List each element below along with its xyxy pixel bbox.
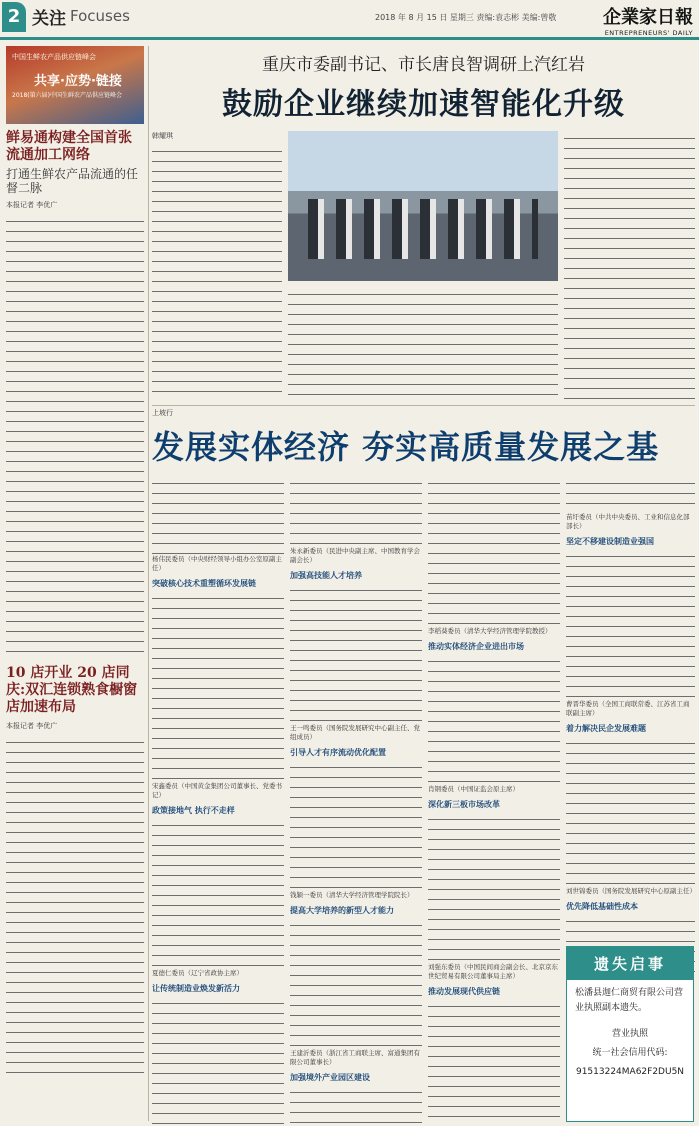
paper-name-en: ENTREPRENEURS' DAILY — [604, 29, 693, 37]
member-name: 曹晋华委员（全国工商联常委、江苏省工商联副主席） — [566, 700, 690, 717]
left-column — [6, 46, 144, 1124]
section-heading: 推动发展现代供应链 — [428, 987, 500, 996]
member-name: 夏德仁委员（辽宁省政协主席） — [152, 969, 243, 977]
page-header — [0, 0, 699, 40]
feature-col-3 — [428, 476, 560, 1126]
section-heading: 加强高技能人才培养 — [290, 571, 362, 580]
license-code-label: 统一社会信用代码: — [592, 1048, 668, 1058]
member-name: 刘强东委员（中国民间商会副会长、北京京东世纪贸易有限公司董事局主席） — [428, 963, 558, 980]
member-name: 肖钢委员（中国证监会原主席） — [428, 785, 519, 793]
byline: 本报记者 李优广 — [6, 201, 58, 209]
article-body — [152, 144, 282, 400]
section-title-cn: 关注 — [32, 9, 66, 29]
article-body — [152, 996, 284, 1126]
article-subtitle-xianyi: 打通生鲜农产品流通的任督二脉 — [6, 167, 139, 195]
lead-article — [152, 131, 695, 399]
lead-kicker: 重庆市委副书记、市长唐良智调研上汽红岩 — [262, 55, 585, 75]
article-body — [6, 735, 144, 1081]
photo-caption-sub: 2018(第六届)中国生鲜农产品供应链峰会 — [12, 92, 122, 99]
lead-text-col — [152, 131, 282, 399]
reporter-tag: 韩耀琪 — [152, 132, 173, 140]
member-name: 王建沂委员（浙江省工商联主席、富通集团有限公司董事长） — [290, 1049, 420, 1066]
article-body — [290, 476, 422, 546]
notice-title: 遗失启事 — [567, 947, 693, 980]
section-heading: 坚定不移建设制造业强国 — [566, 537, 654, 546]
article-body — [566, 549, 695, 699]
member-name: 朱永新委员（民进中央副主席、中国教育学会副会长） — [290, 547, 420, 564]
page-number: 2 — [2, 2, 26, 32]
article-title-shuanghui: 10 店开业 20 店同庆:双汇连锁熟食橱窗店加速布局 — [6, 665, 138, 715]
member-name: 李稻葵委员（清华大学经济管理学院教授） — [428, 627, 552, 635]
license-code: 91513224MA62F2DU5N — [575, 1067, 685, 1077]
masthead — [603, 3, 693, 37]
photo-caption-main: 共享·应势·链接 — [34, 74, 122, 89]
article-body — [288, 287, 558, 399]
feature-col-2 — [290, 476, 422, 1126]
column-divider — [148, 46, 149, 1121]
member-name: 苗圩委员（中共中央委员、工业和信息化部部长） — [566, 513, 690, 530]
section-heading: 优先降低基础性成本 — [566, 902, 638, 911]
section-heading: 让传统制造业焕发新活力 — [152, 984, 240, 993]
visit-photo — [288, 131, 558, 281]
section-heading: 引导人才有序流动优化配置 — [290, 748, 386, 757]
member-name: 王一鸣委员（国务院发展研究中心副主任、党组成员） — [290, 724, 420, 741]
article-body — [6, 214, 144, 659]
summit-photo — [6, 46, 144, 124]
article-body — [290, 1085, 422, 1126]
notice-text: 松潘县迦仁商贸有限公司营业执照副本遗失。 — [575, 988, 684, 1013]
article-body — [290, 918, 422, 1048]
article-body — [152, 476, 284, 554]
feature-col-1 — [152, 476, 284, 1126]
article-title-xianyi: 鲜易通构建全国首张流通加工网络 — [6, 130, 132, 163]
article-body — [290, 760, 422, 890]
article-body — [428, 812, 560, 962]
article-body — [152, 591, 284, 781]
section-title-en: Focuses — [70, 7, 130, 25]
member-name: 宋鑫委员（中国黄金集团公司董事长、党委书记） — [152, 782, 282, 799]
section-heading: 推动实体经济企业进出市场 — [428, 642, 524, 651]
byline: 本报记者 李优广 — [6, 722, 58, 730]
member-name: 钱颖一委员（清华大学经济管理学院院长） — [290, 891, 414, 899]
article-body — [428, 476, 560, 626]
lost-notice-ad — [566, 946, 694, 1122]
band-tag: 上坡行 — [152, 409, 173, 417]
member-name: 刘世锦委员（国务院发展研究中心原副主任） — [566, 887, 696, 895]
section-rule — [152, 405, 695, 406]
section-heading: 突破核心技术重塑循环发展链 — [152, 579, 256, 588]
date-editor-line: 2018 年 8 月 15 日 星期三 责编:袁志彬 美编:曾敬 — [375, 13, 557, 22]
lead-headline: 鼓励企业继续加速智能化升级 — [222, 87, 625, 122]
photo-caption-top: 中国生鲜农产品供应链峰会 — [12, 53, 96, 61]
section-heading: 加强境外产业园区建设 — [290, 1073, 370, 1082]
article-body — [428, 654, 560, 784]
member-name: 杨伟民委员（中央财经领导小组办公室原副主任） — [152, 555, 282, 572]
feature-headline: 发展实体经济 夯实高质量发展之基 — [152, 428, 660, 466]
section-heading: 着力解决民企发展难题 — [566, 724, 646, 733]
article-body — [428, 999, 560, 1126]
article-body — [290, 583, 422, 723]
feature-col-4 — [566, 476, 695, 974]
license-label: 营业执照 — [611, 1029, 648, 1039]
paper-name: 企業家日報 — [603, 7, 693, 28]
section-heading: 深化新三板市场改革 — [428, 800, 500, 809]
article-body — [566, 736, 695, 886]
article-body — [152, 818, 284, 968]
article-body — [564, 131, 695, 399]
section-heading: 政策接地气 执行不走样 — [152, 806, 235, 815]
article-body — [566, 476, 695, 512]
section-heading: 提高大学培养的新型人才能力 — [290, 906, 394, 915]
